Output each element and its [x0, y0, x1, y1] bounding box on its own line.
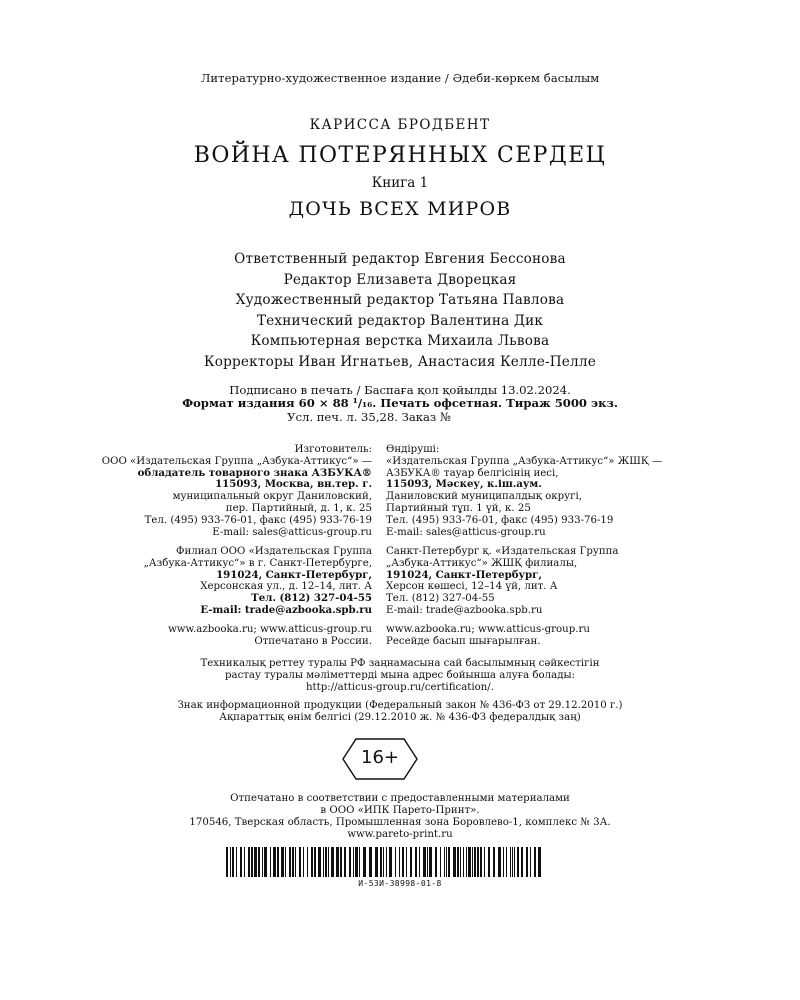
format-info: Формат издания 60 × 88 ¹/₁₆. Печать офсетная. Тираж 5000 экз. — [182, 396, 618, 411]
web-kz — [386, 624, 590, 648]
manufacturer-kz-line: 115093, Мәскеу, к.іш.аум. — [386, 478, 542, 491]
printer-info — [0, 793, 800, 841]
credit-line: Корректоры Иван Игнатьев, Анастасия Келле-Пелле — [204, 353, 596, 370]
author-name: КАРИССА БРОДБЕНТ — [309, 117, 491, 133]
manufacturer-ru-line: Изготовитель: — [294, 444, 372, 455]
branch-kz — [386, 546, 619, 617]
manufacturer-kz-line: АЗБУКА® тауар белгісінің иесі, — [386, 467, 559, 479]
info-product-note — [0, 700, 800, 724]
branch-kz-line: Тел. (812) 327-04-55 — [386, 593, 495, 605]
barcode — [226, 847, 544, 877]
sheets-info: Усл. печ. л. 35,28. Заказ № — [287, 409, 451, 424]
certification-line: растау туралы мәліметтерді мына адрес бойынша алуға болады: — [224, 670, 576, 681]
web-ru-line: www.azbooka.ru; www.atticus-group.ru — [168, 624, 372, 635]
info-product-line: Ақпараттық өнім белгісі (29.12.2010 ж. № 436-ФЗ федералдық заң) — [219, 712, 581, 723]
book-subtitle: ДОЧЬ ВСЕХ МИРОВ — [288, 198, 512, 220]
certification-note — [0, 658, 800, 694]
info-product-line: Знак информационной продукции (Федеральный закон № 436-ФЗ от 29.12.2010 г.) — [177, 700, 623, 711]
branch-kz-line: E-mail: trade@azbooka.spb.ru — [386, 604, 543, 616]
manufacturer-ru-line: ООО «Издательская Группа „Азбука-Аттикус“» — — [101, 455, 372, 467]
manufacturer-ru-line: 115093, Москва, вн.тер. г. — [215, 478, 372, 491]
manufacturer-kz-line: Өндіруші: — [386, 444, 440, 455]
manufacturer-ru — [102, 444, 372, 538]
web-kz-line: www.azbooka.ru; www.atticus-group.ru — [386, 624, 590, 635]
print-info — [0, 384, 800, 424]
sheets-order-line — [0, 411, 800, 424]
web-kz-line: Ресейде басып шығарылған. — [386, 635, 541, 647]
credit-line: Художественный редактор Татьяна Павлова — [235, 292, 565, 309]
manufacturer-kz-line: Тел. (495) 933-76-01, факс (495) 933-76-19 — [386, 514, 614, 526]
barcode-number: И-53И-38998-01-8 — [358, 879, 442, 888]
age-rating-badge — [342, 738, 418, 780]
branch-ru-line: Тел. (812) 327-04-55 — [251, 592, 372, 605]
branch-kz-line: Херсон көшесі, 12–14 үй, лит. А — [386, 581, 558, 593]
certification-line: Техникалық реттеу туралы РФ заңнамасына сай басылымның сәйкестігін — [200, 658, 600, 669]
branch-ru-line: Филиал ООО «Издательская Группа — [175, 546, 372, 557]
book-number: Книга 1 — [371, 175, 429, 191]
manufacturer-kz-line: E-mail: sales@atticus-group.ru — [386, 526, 546, 538]
credit-line: Редактор Елизавета Дворецкая — [283, 271, 517, 288]
credit-line: Ответственный редактор Евгения Бессонова — [234, 251, 566, 267]
book-title: ВОЙНА ПОТЕРЯННЫХ СЕРДЕЦ — [193, 143, 607, 168]
branch-kz-line: „Азбука-Аттикус“» ЖШҚ филиалы, — [386, 557, 578, 569]
branch-ru-line: „Азбука-Аттикус“» в г. Санкт-Петербурге, — [143, 557, 372, 569]
credit-line: Компьютерная верстка Михаила Львова — [250, 333, 550, 350]
printer-line: Отпечатано в соответствии с предоставленными материалами — [230, 793, 570, 804]
manufacturer-ru-line: Тел. (495) 933-76-01, факс (495) 933-76-19 — [144, 514, 372, 526]
printer-line: www.pareto-print.ru — [347, 829, 453, 840]
manufacturer-kz-line: Партийный тұп. 1 үй, к. 25 — [386, 502, 531, 514]
branch-kz-line: 191024, Санкт-Петербург, — [386, 568, 542, 581]
manufacturer-kz-line: Даниловский муниципалдық округі, — [386, 491, 582, 503]
printer-line: в ООО «ИПК Парето-Принт». — [320, 805, 480, 816]
credit-line: Технический редактор Валентина Дик — [256, 312, 544, 329]
branch-ru-line: Херсонская ул., д. 12–14, лит. А — [200, 581, 372, 593]
branch-ru-line: 191024, Санкт-Петербург, — [216, 568, 372, 581]
web-ru-line: Отпечатано в России. — [254, 635, 372, 647]
credits-list — [0, 249, 800, 373]
manufacturer-ru-line: муниципальный округ Даниловский, — [172, 491, 372, 503]
manufacturer-ru-line: обладатель товарного знака АЗБУКА® — [137, 466, 372, 479]
manufacturer-kz-line: «Издательская Группа „Азбука-Аттикус“» ЖШҚ — — [386, 455, 663, 467]
printer-line: 170546, Тверская область, Промышленная зона Боровлево-1, комплекс № 3А. — [189, 817, 611, 828]
imprint-type: Литературно-художественное издание / Әдеби-көркем басылым — [200, 71, 600, 85]
branch-kz-line: Санкт-Петербург қ. «Издательская Группа — [386, 546, 619, 557]
certification-line: http://atticus-group.ru/certification/. — [306, 682, 494, 693]
age-rating-label: 16+ — [361, 747, 399, 768]
manufacturer-ru-line: E-mail: sales@atticus-group.ru — [212, 526, 372, 538]
manufacturer-ru-line: пер. Партийный, д. 1, к. 25 — [225, 502, 372, 514]
web-ru — [168, 624, 372, 648]
branch-ru-line: E-mail: trade@azbooka.spb.ru — [200, 603, 372, 616]
signed-date: Подписано в печать / Баспаға қол қойылды 13.02.2024. — [229, 383, 571, 397]
branch-ru — [144, 546, 372, 617]
manufacturer-kz — [386, 444, 662, 538]
